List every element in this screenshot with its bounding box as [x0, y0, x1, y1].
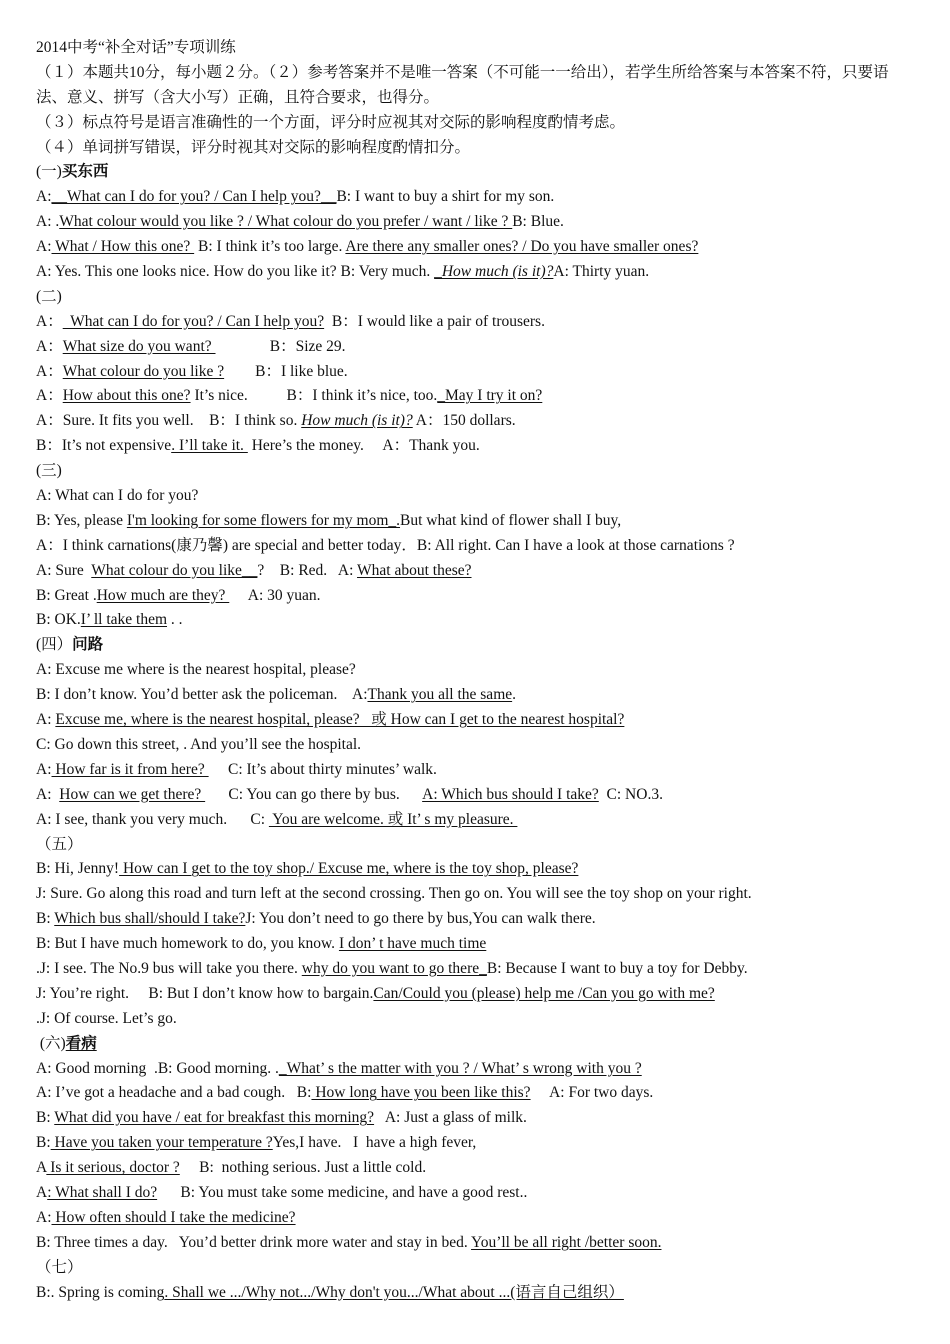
answer-text: _May I try it on? [437, 387, 543, 405]
text-segment: A： [36, 362, 63, 380]
text-segment: B：It’s not expensive [36, 437, 172, 455]
text-segment: A: Thirty yuan. [553, 263, 650, 281]
text-segment: 买东西 [61, 163, 109, 181]
text-line [36, 857, 916, 882]
text-segment: B:. Spring is coming [36, 1283, 165, 1301]
text-segment: 问路 [72, 636, 104, 654]
answer-text: : What shall I do? [47, 1183, 158, 1201]
text-line [36, 335, 916, 360]
text-segment: A: [36, 760, 52, 778]
text-segment: A: What can I do for you? [36, 487, 199, 505]
text-segment: A: Sure [36, 561, 92, 579]
text-segment: J: You’re right. B: But I don’t know how to bargain. [36, 984, 374, 1002]
text-segment: B：I like blue. [224, 362, 348, 380]
text-line [36, 160, 916, 185]
text-segment: A: [36, 785, 60, 803]
document-body [36, 61, 916, 1306]
text-segment: A [36, 1183, 48, 1201]
text-segment: B: I don’t know. You’d better ask the policeman. A: [36, 686, 368, 704]
text-segment: B: I want to buy a shirt for my son. [336, 188, 555, 206]
answer-text: _How much (is it)? [434, 263, 554, 281]
text-line [36, 434, 916, 459]
text-segment: B: You must take some medicine, and have a good rest.. [157, 1183, 528, 1201]
text-segment: A: For two days. [530, 1084, 654, 1102]
text-line [36, 833, 916, 858]
text-line [36, 608, 916, 633]
text-line [36, 733, 916, 758]
text-line [36, 260, 916, 285]
text-line [36, 285, 916, 310]
text-line [36, 210, 916, 235]
text-segment: .J: Of course. Let’s go. [36, 1009, 177, 1027]
text-line [36, 409, 916, 434]
answer-text: How often should I take the medicine? [51, 1208, 296, 1226]
text-segment: (一) [36, 163, 62, 181]
text-segment: （七） [36, 1258, 83, 1276]
text-segment: A: Yes. This one looks nice. How do you like it? B: Very much. [36, 263, 435, 281]
text-segment: A：Sure. It fits you well. B：I think so. [36, 412, 302, 430]
answer-text: How much (is it)? [301, 412, 413, 430]
answer-text: How can we get there? [59, 785, 206, 803]
text-line [36, 584, 916, 609]
text-segment: B: Yes, please [36, 511, 127, 529]
text-segment: C: You can go there by bus. [205, 785, 423, 803]
text-segment: A: [36, 711, 56, 729]
answer-text: What colour do you like__ [91, 561, 258, 579]
text-segment: B: I think it’s too large. [194, 238, 346, 256]
text-segment: .J: I see. The No.9 bus will take you there. [36, 959, 302, 977]
text-line [36, 1057, 916, 1082]
answer-text: . Shall we .../Why not.../Why don't you.../What about ...(语言自己组织） [164, 1283, 624, 1301]
text-line [36, 136, 916, 161]
text-line [36, 982, 916, 1007]
text-segment: (六) [36, 1034, 66, 1052]
text-segment: A： [36, 312, 63, 330]
answer-text: How far is it from here? [51, 760, 209, 778]
answer-text: . I’ll take it. [171, 437, 248, 455]
text-line [36, 509, 916, 534]
answer-text: _What’ s the matter with you ? / What’ s wrong with you ? [278, 1059, 642, 1077]
answer-text: What can I do for you? / Can I help you? [62, 312, 325, 330]
answer-text: 看病 [65, 1034, 97, 1052]
text-line [36, 360, 916, 385]
text-segment: B: Great . [36, 586, 97, 604]
text-segment: （１）本题共10分，每小题２分。（２）参考答案并不是唯一答案（不可能一一给出），若学生所给答案与本答案不符，只要语 [36, 63, 889, 81]
answer-text: Is it serious, doctor ? [46, 1159, 180, 1177]
answer-text: What colour would you like ? / What colour do you prefer / want / like ? [59, 213, 513, 231]
answer-text: What did you have / eat for breakfast this morning? [54, 1109, 375, 1127]
text-segment: B: Hi, Jenny! [36, 860, 120, 878]
text-line [36, 384, 916, 409]
text-line [36, 484, 916, 509]
text-segment: It’s nice. B：I think it’s nice, too. [190, 387, 438, 405]
answer-text: why do you want to go there_ [301, 959, 487, 977]
text-segment: A: [36, 238, 52, 256]
text-segment: . [512, 686, 516, 704]
text-segment: A：I think carnations(康乃馨) are special and better today．B: All right. Can I have a look at those carnations ? [36, 536, 735, 554]
text-segment: A: Excuse me where is the nearest hospital, please? [36, 661, 356, 679]
text-segment: 法、意义、拼写（含大小写）正确，且符合要求，也得分。 [36, 88, 440, 106]
text-line [36, 1206, 916, 1231]
text-segment: （４）单词拼写错误，评分时视其对交际的影响程度酌情扣分。 [36, 138, 471, 156]
text-segment: B: Blue. [512, 213, 564, 231]
text-line [36, 907, 916, 932]
text-segment: B: Because I want to buy a toy for Debby. [486, 959, 748, 977]
text-segment: B: [36, 1109, 55, 1127]
text-segment: ? B: Red. A: [257, 561, 358, 579]
text-line [36, 708, 916, 733]
text-line [36, 185, 916, 210]
text-segment: A： [36, 387, 63, 405]
text-segment: A: I see, thank you very much. C: [36, 810, 269, 828]
text-segment: A：150 dollars. [412, 412, 516, 430]
text-line [36, 86, 916, 111]
answer-text: I'm looking for some flowers for my mom_. [126, 511, 401, 529]
text-line [36, 1181, 916, 1206]
text-segment: B: [36, 910, 55, 928]
text-segment: A： [36, 337, 63, 355]
text-segment: Yes,I have. I have a high fever, [272, 1134, 477, 1152]
text-line [36, 932, 916, 957]
text-line [36, 1231, 916, 1256]
text-segment: A: Good morning .B: Good morning. . [36, 1059, 279, 1077]
text-line [36, 658, 916, 683]
answer-text: What about these? [357, 561, 472, 579]
answer-text: Can/Could you (please) help me /Can you go with me? [373, 984, 715, 1002]
text-line [36, 758, 916, 783]
text-segment: （五） [36, 835, 83, 853]
answer-text: I don’ t have much time [338, 935, 487, 953]
text-line [36, 783, 916, 808]
text-segment: B: Three times a day. You’d better drink more water and stay in bed. [36, 1233, 472, 1251]
answer-text: How much are they? [96, 586, 230, 604]
text-line [36, 1156, 916, 1181]
text-segment: J: You don’t need to go there by bus,You can walk there. [245, 910, 596, 928]
text-line [36, 1256, 916, 1281]
answer-text: Have you taken your temperature ? [50, 1134, 273, 1152]
answer-text: What colour do you like ? [62, 362, 225, 380]
text-line [36, 559, 916, 584]
text-segment: A: 30 yuan. [229, 586, 321, 604]
text-segment: A: [36, 188, 52, 206]
text-segment: B: nothing serious. Just a little cold. [179, 1159, 427, 1177]
answer-text: I’ ll take them [80, 611, 168, 629]
text-segment: A [36, 1159, 47, 1177]
text-segment: J: Sure. Go along this road and turn left at the second crossing. Then go on. You will see the toy shop on your right. [36, 885, 752, 903]
text-line [36, 235, 916, 260]
text-segment: But what kind of flower shall I buy, [400, 511, 622, 529]
text-line [36, 633, 916, 658]
answer-text: How can I get to the toy shop./ Excuse me, where is the toy shop, please? [119, 860, 579, 878]
answer-text: Are there any smaller ones? / Do you have smaller ones? [345, 238, 699, 256]
text-segment: B: But I have much homework to do, you know. [36, 935, 339, 953]
text-segment: Here’s the money. A：Thank you. [247, 437, 480, 455]
answer-text: __What can I do for you? / Can I help you?__ [51, 188, 337, 206]
text-segment: B：I would like a pair of trousers. [324, 312, 545, 330]
text-segment: (三) [36, 462, 62, 480]
text-segment: C: NO.3. [598, 785, 663, 803]
answer-text: Thank you all the same [367, 686, 513, 704]
text-segment: B: [36, 1134, 51, 1152]
text-line [36, 111, 916, 136]
text-line [36, 1007, 916, 1032]
answer-text: Excuse me, where is the nearest hospital, please? 或 How can I get to the nearest hospital? [55, 711, 625, 729]
text-line [36, 882, 916, 907]
text-line [36, 1032, 916, 1057]
answer-text: A: Which bus should I take? [422, 785, 599, 803]
text-line [36, 534, 916, 559]
document-title: 2014中考“补全对话”专项训练 [36, 39, 236, 56]
text-segment: C: It’s about thirty minutes’ walk. [208, 760, 437, 778]
text-line [36, 1281, 916, 1306]
answer-text: How about this one? [62, 387, 191, 405]
text-segment: C: Go down this street, . And you’ll see the hospital. [36, 735, 362, 753]
text-line [36, 683, 916, 708]
text-line [36, 1131, 916, 1156]
document-page [36, 36, 916, 1305]
text-segment: (四） [36, 636, 73, 654]
text-segment: A: . [36, 213, 60, 231]
text-segment: . . [167, 611, 183, 629]
answer-text: How long have you been like this? [311, 1084, 531, 1102]
answer-text: What / How this one? [51, 238, 195, 256]
text-line [36, 459, 916, 484]
text-segment: A: Just a glass of milk. [374, 1109, 527, 1127]
answer-text: What size do you want? [62, 337, 216, 355]
text-segment: （３）标点符号是语言准确性的一个方面，评分时应视其对交际的影响程度酌情考虑。 [36, 113, 626, 131]
text-line [36, 1081, 916, 1106]
text-segment: (二) [36, 287, 62, 305]
text-line [36, 1106, 916, 1131]
answer-text: Which bus shall/should I take? [54, 910, 246, 928]
text-segment: A: I’ve got a headache and a bad cough. B: [36, 1084, 312, 1102]
text-line [36, 808, 916, 833]
text-line [36, 61, 916, 86]
answer-text: You are welcome. 或 It’ s my pleasure. [268, 810, 518, 828]
text-line [36, 957, 916, 982]
text-segment: B: OK. [36, 611, 81, 629]
answer-text: You’ll be all right /better soon. [471, 1233, 662, 1251]
text-line [36, 310, 916, 335]
text-segment: A: [36, 1208, 52, 1226]
text-segment: B：Size 29. [215, 337, 346, 355]
